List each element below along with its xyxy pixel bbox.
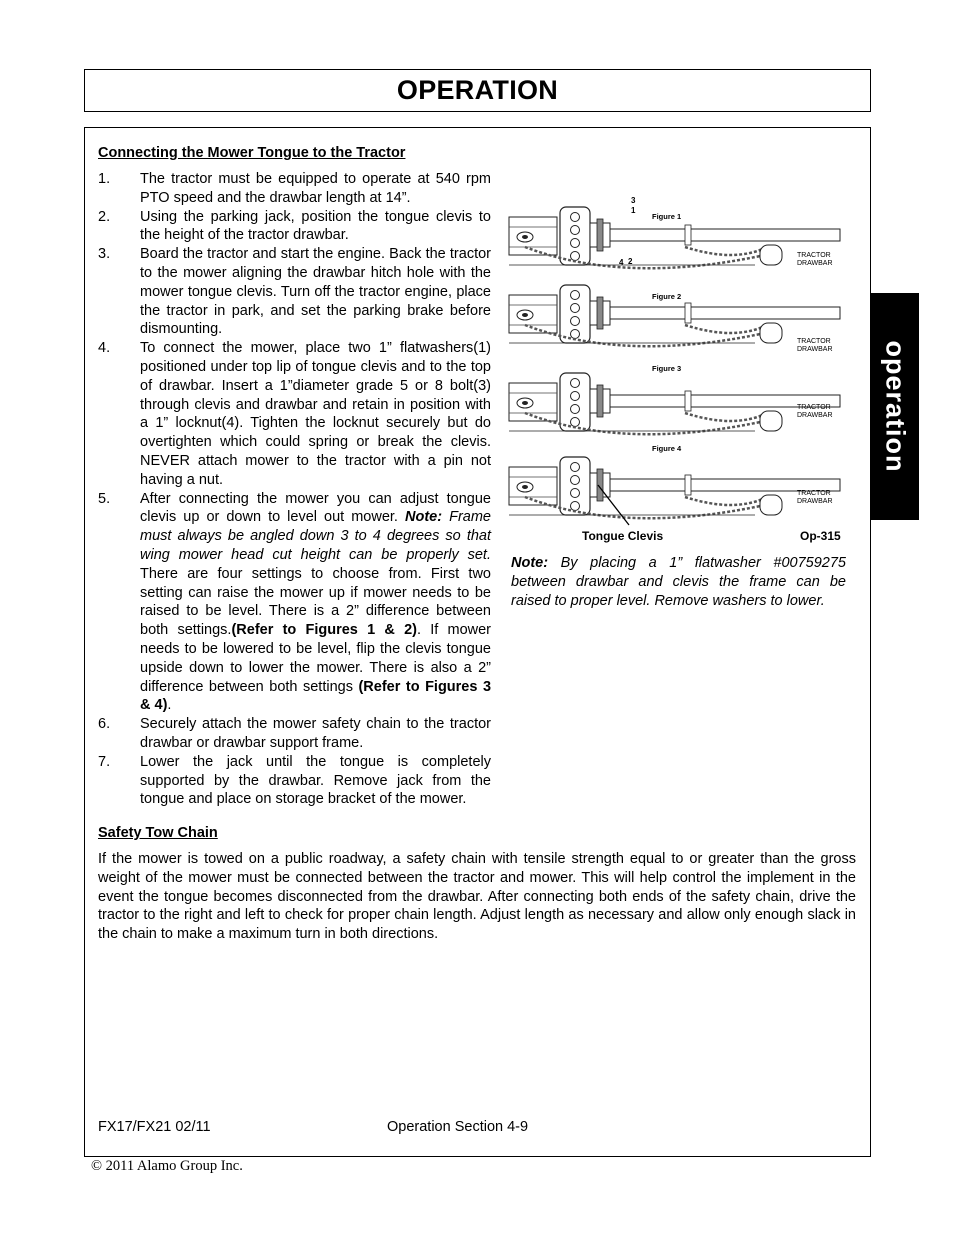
step-number: 2. bbox=[98, 208, 111, 225]
step-number: 6. bbox=[98, 716, 111, 733]
step-text bbox=[140, 490, 491, 716]
figure-reference: (Refer to Figures 1 & 2) bbox=[231, 622, 417, 639]
safety-chain-paragraph: If the mower is towed on a public roadway, a safety chain with tensile strength equal to or greater than the gross weight of the mower must be connected between the tractor and mower. This will help control the implement in the event the tongue becomes disconnected from the drawbar. After connecting both ends of the safety chain, drive the tractor to the right and left to check for proper chain length. Adjust length as necessary and allow only enough slack in the chain to make a maximum turn in both directions. bbox=[98, 851, 856, 943]
tractor-label: TRACTOR bbox=[797, 252, 831, 259]
copyright: © 2011 Alamo Group Inc. bbox=[91, 1158, 243, 1174]
drawbar-label: DRAWBAR bbox=[797, 498, 833, 505]
footer-section: Operation Section 4-9 bbox=[387, 1119, 529, 1135]
list-item bbox=[98, 245, 491, 339]
page-title: OPERATION bbox=[396, 75, 559, 105]
figure-caption-right: Op-315 bbox=[800, 529, 841, 543]
step-text: The tractor must be equipped to operate at 540 rpm PTO speed and the drawbar length at 14”. bbox=[140, 171, 491, 206]
side-tab-label: operation bbox=[880, 340, 911, 473]
callout-number: 1 bbox=[631, 206, 636, 215]
tractor-label: TRACTOR bbox=[797, 404, 831, 411]
callout-number: 3 bbox=[631, 196, 636, 205]
drawbar-label: DRAWBAR bbox=[797, 260, 833, 267]
step-text: Using the parking jack, position the tongue clevis to the height of the tractor drawbar. bbox=[140, 208, 491, 244]
step-number: 3. bbox=[98, 246, 111, 263]
note-label: Note: bbox=[511, 555, 549, 571]
figure-note bbox=[511, 554, 846, 610]
step-text: To connect the mower, place two 1” flatwashers(1) positioned under top lip of tongue clevis and to the top of drawbar. Insert a 1”diameter grade 5 or 8 bolt(3) through clevis and drawbar and retain in position with a 1” locknut(4). Tighten the locknut securely but do overtighten which could spring or break the clevis. NEVER attach mower to the tractor with a pin not having a nut. bbox=[140, 340, 491, 488]
list-item bbox=[98, 490, 491, 716]
step-text-part: There are four settings to choose from. First two setting can raise the mower up if mower needs to be raised to be level. There is a 2” difference between both settings. bbox=[140, 565, 491, 639]
drawbar-label: DRAWBAR bbox=[797, 346, 833, 353]
list-item bbox=[98, 208, 491, 246]
step-text-part: After connecting the mower you can adjust tongue clevis up or down to level out mower. bbox=[140, 490, 491, 526]
step-text-part: . bbox=[167, 697, 172, 714]
tractor-label: TRACTOR bbox=[797, 490, 831, 497]
footer-model: FX17/FX21 02/11 bbox=[98, 1119, 211, 1135]
header-box bbox=[84, 69, 871, 112]
note-label: Note: bbox=[405, 509, 443, 526]
list-item bbox=[98, 715, 491, 753]
section-heading-connecting: Connecting the Mower Tongue to the Tractor bbox=[98, 145, 406, 161]
steps-list bbox=[98, 170, 491, 809]
callout-number: 4 bbox=[619, 258, 624, 267]
section-heading-safety-chain: Safety Tow Chain bbox=[98, 825, 218, 841]
tractor-label: TRACTOR bbox=[797, 338, 831, 345]
figure-panel-label: Figure 1 bbox=[652, 212, 682, 221]
figure-reference: (Refer to Figures 3 & 4) bbox=[140, 678, 492, 714]
step-number: 1. bbox=[98, 171, 111, 187]
list-item bbox=[98, 170, 491, 208]
step-text: Board the tractor and start the engine. Back the tractor to the mower aligning the drawbar hitch hole with the mower tongue clevis. Turn off the tractor engine, place the tractor in park, and set the parking brake before dismounting. bbox=[140, 246, 491, 338]
list-item bbox=[98, 753, 491, 809]
step-text: Lower the jack until the tongue is completely supported by the drawbar. Remove jack from the tongue and place on storage bracket of the mower. bbox=[140, 753, 491, 808]
figure-panel-label: Figure 4 bbox=[652, 444, 682, 453]
figure-panel-label: Figure 2 bbox=[652, 292, 682, 301]
step-text: Securely attach the mower safety chain to the tractor drawbar or drawbar support frame. bbox=[140, 716, 491, 751]
figure-panel-label: Figure 3 bbox=[652, 364, 682, 373]
note-text: By placing a 1” flatwasher #00759275 between drawbar and clevis the frame can be raised to proper level. Remove washers to lower. bbox=[511, 555, 846, 609]
section-side-tab bbox=[870, 293, 919, 520]
drawbar-label: DRAWBAR bbox=[797, 412, 833, 419]
step-number: 7. bbox=[98, 753, 111, 770]
step-number: 4. bbox=[98, 340, 111, 357]
hitch-figure bbox=[505, 185, 850, 547]
list-item bbox=[98, 339, 491, 489]
note-italic: Frame must always be angled down 3 to 4 degrees so that wing mower head cut height can be properly set. bbox=[140, 509, 491, 563]
step-number: 5. bbox=[98, 490, 111, 507]
step-text-part: . If mower needs to be lowered to be level, flip the clevis tongue upside down to lower the mower. There is also a 2” difference between both settings bbox=[140, 622, 492, 695]
figure-caption-left: Tongue Clevis bbox=[582, 529, 664, 543]
callout-number: 2 bbox=[628, 257, 633, 266]
